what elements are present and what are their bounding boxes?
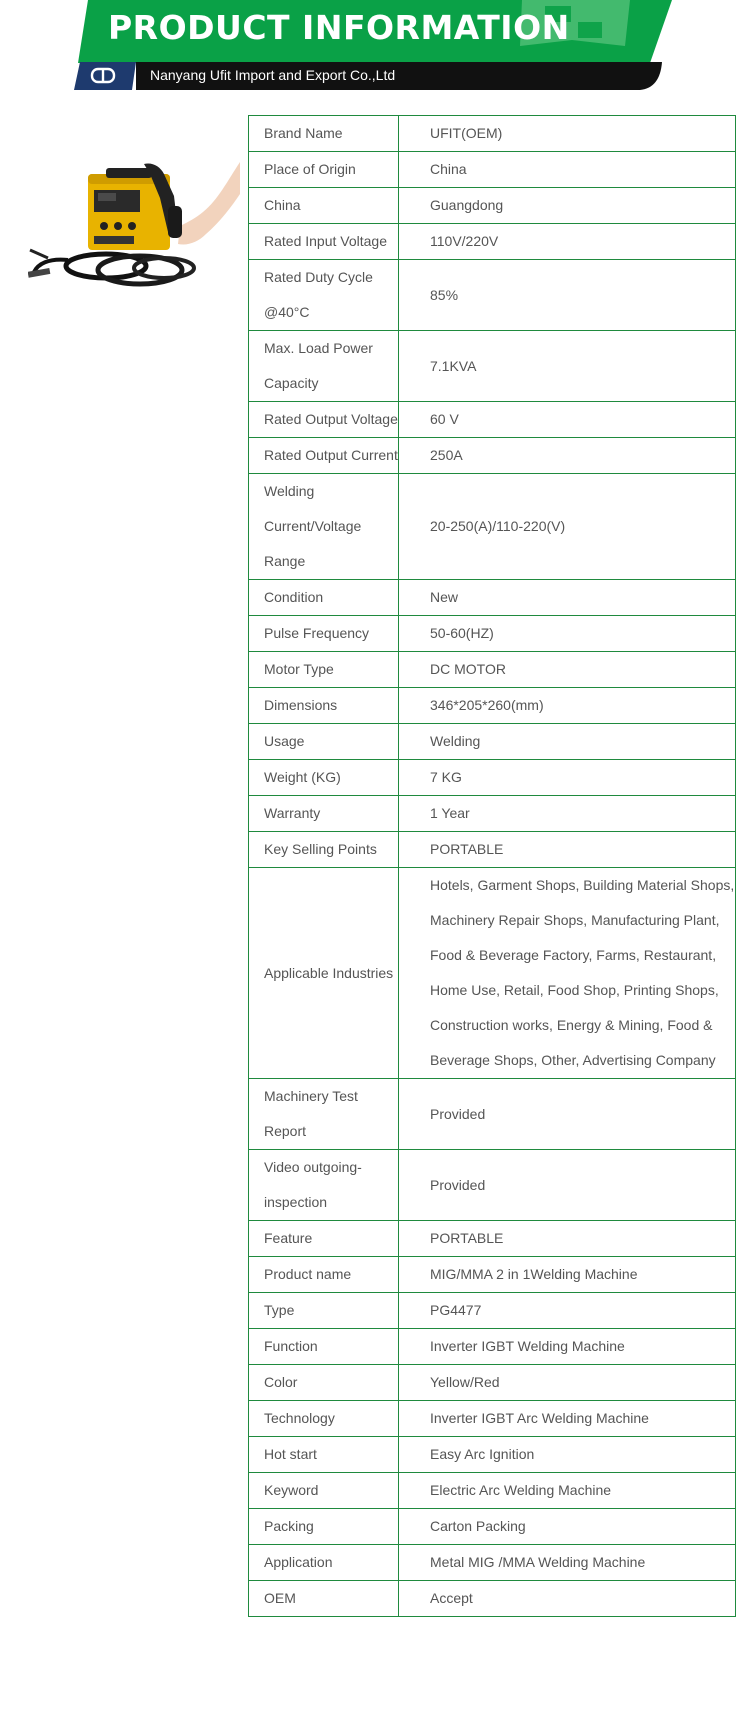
- spec-label: Function: [249, 1329, 399, 1365]
- spec-value: Welding: [399, 724, 736, 760]
- spec-value: DC MOTOR: [399, 652, 736, 688]
- table-row: [249, 796, 736, 832]
- table-row: [249, 1150, 736, 1221]
- table-row: [249, 652, 736, 688]
- table-row: [249, 868, 736, 1079]
- spec-label: Rated Duty Cycle @40°C: [249, 260, 399, 331]
- spec-value: 85%: [399, 260, 736, 331]
- table-row: [249, 1293, 736, 1329]
- table-row: [249, 1221, 736, 1257]
- spec-table: [248, 115, 736, 1617]
- welding-machine-image: [28, 160, 240, 300]
- table-row: [249, 116, 736, 152]
- spec-value: 1 Year: [399, 796, 736, 832]
- spec-value: UFIT(OEM): [399, 116, 736, 152]
- spec-label: Product name: [249, 1257, 399, 1293]
- spec-label: Usage: [249, 724, 399, 760]
- spec-value: China: [399, 152, 736, 188]
- spec-value: PG4477: [399, 1293, 736, 1329]
- spec-value: Carton Packing: [399, 1509, 736, 1545]
- spec-label: Warranty: [249, 796, 399, 832]
- spec-label: Hot start: [249, 1437, 399, 1473]
- spec-label: Rated Output Voltage: [249, 402, 399, 438]
- spec-label: Machinery Test Report: [249, 1079, 399, 1150]
- table-row: [249, 1365, 736, 1401]
- table-row: [249, 616, 736, 652]
- spec-value: Electric Arc Welding Machine: [399, 1473, 736, 1509]
- table-row: [249, 1257, 736, 1293]
- page-title: PRODUCT INFORMATION: [108, 8, 570, 47]
- spec-value: PORTABLE: [399, 1221, 736, 1257]
- spec-value: Inverter IGBT Welding Machine: [399, 1329, 736, 1365]
- spec-label: Pulse Frequency: [249, 616, 399, 652]
- table-row: [249, 152, 736, 188]
- spec-label: Applicable Industries: [249, 868, 399, 1079]
- spec-label: Brand Name: [249, 116, 399, 152]
- table-row: [249, 224, 736, 260]
- spec-value: 7 KG: [399, 760, 736, 796]
- spec-label: Rated Output Current: [249, 438, 399, 474]
- spec-label: Rated Input Voltage: [249, 224, 399, 260]
- table-row: [249, 724, 736, 760]
- table-row: [249, 1545, 736, 1581]
- table-row: [249, 474, 736, 580]
- spec-label: China: [249, 188, 399, 224]
- spec-label: Key Selling Points: [249, 832, 399, 868]
- spec-value: 346*205*260(mm): [399, 688, 736, 724]
- table-row: [249, 1079, 736, 1150]
- header-banner: [0, 0, 750, 92]
- spec-value: Inverter IGBT Arc Welding Machine: [399, 1401, 736, 1437]
- spec-label: Max. Load Power Capacity: [249, 331, 399, 402]
- spec-label: OEM: [249, 1581, 399, 1617]
- spec-label: Dimensions: [249, 688, 399, 724]
- spec-label: Type: [249, 1293, 399, 1329]
- spec-value: PORTABLE: [399, 832, 736, 868]
- spec-value: Provided: [399, 1150, 736, 1221]
- spec-value: New: [399, 580, 736, 616]
- spec-value: Hotels, Garment Shops, Building Material Shops, Machinery Repair Shops, Manufacturing Plant, Food & Beverage Factory, Farms, Restaurant, Home Use, Retail, Food Shop, Printing Shops, Construction works, Energy & Mining, Food & Beverage Shops, Other, Advertising Company: [399, 868, 736, 1079]
- table-row: [249, 832, 736, 868]
- table-row: [249, 438, 736, 474]
- table-row: [249, 331, 736, 402]
- spec-label: Condition: [249, 580, 399, 616]
- spec-label: Video outgoing-inspection: [249, 1150, 399, 1221]
- table-row: [249, 688, 736, 724]
- spec-value: 60 V: [399, 402, 736, 438]
- logo-badge: [74, 62, 136, 90]
- spec-label: Motor Type: [249, 652, 399, 688]
- table-row: [249, 1473, 736, 1509]
- table-row: [249, 260, 736, 331]
- spec-value: 110V/220V: [399, 224, 736, 260]
- company-name: Nanyang Ufit Import and Export Co.,Ltd: [150, 67, 396, 83]
- spec-value: Yellow/Red: [399, 1365, 736, 1401]
- spec-value: Accept: [399, 1581, 736, 1617]
- spec-label: Keyword: [249, 1473, 399, 1509]
- spec-value: Provided: [399, 1079, 736, 1150]
- table-row: [249, 1401, 736, 1437]
- table-row: [249, 1329, 736, 1365]
- spec-label: Application: [249, 1545, 399, 1581]
- table-row: [249, 760, 736, 796]
- spec-label: Packing: [249, 1509, 399, 1545]
- table-row: [249, 1437, 736, 1473]
- table-row: [249, 402, 736, 438]
- spec-value: 50-60(HZ): [399, 616, 736, 652]
- spec-value: MIG/MMA 2 in 1Welding Machine: [399, 1257, 736, 1293]
- spec-label: Weight (KG): [249, 760, 399, 796]
- spec-label: Place of Origin: [249, 152, 399, 188]
- table-row: [249, 188, 736, 224]
- spec-value: Easy Arc Ignition: [399, 1437, 736, 1473]
- table-row: [249, 1581, 736, 1617]
- table-row: [249, 580, 736, 616]
- spec-value: 20-250(A)/110-220(V): [399, 474, 736, 580]
- spec-label: Feature: [249, 1221, 399, 1257]
- spec-value: Guangdong: [399, 188, 736, 224]
- spec-label: Technology: [249, 1401, 399, 1437]
- spec-label: Color: [249, 1365, 399, 1401]
- spec-label: Welding Current/Voltage Range: [249, 474, 399, 580]
- table-row: [249, 1509, 736, 1545]
- spec-value: 250A: [399, 438, 736, 474]
- spec-value: 7.1KVA: [399, 331, 736, 402]
- spec-value: Metal MIG /MMA Welding Machine: [399, 1545, 736, 1581]
